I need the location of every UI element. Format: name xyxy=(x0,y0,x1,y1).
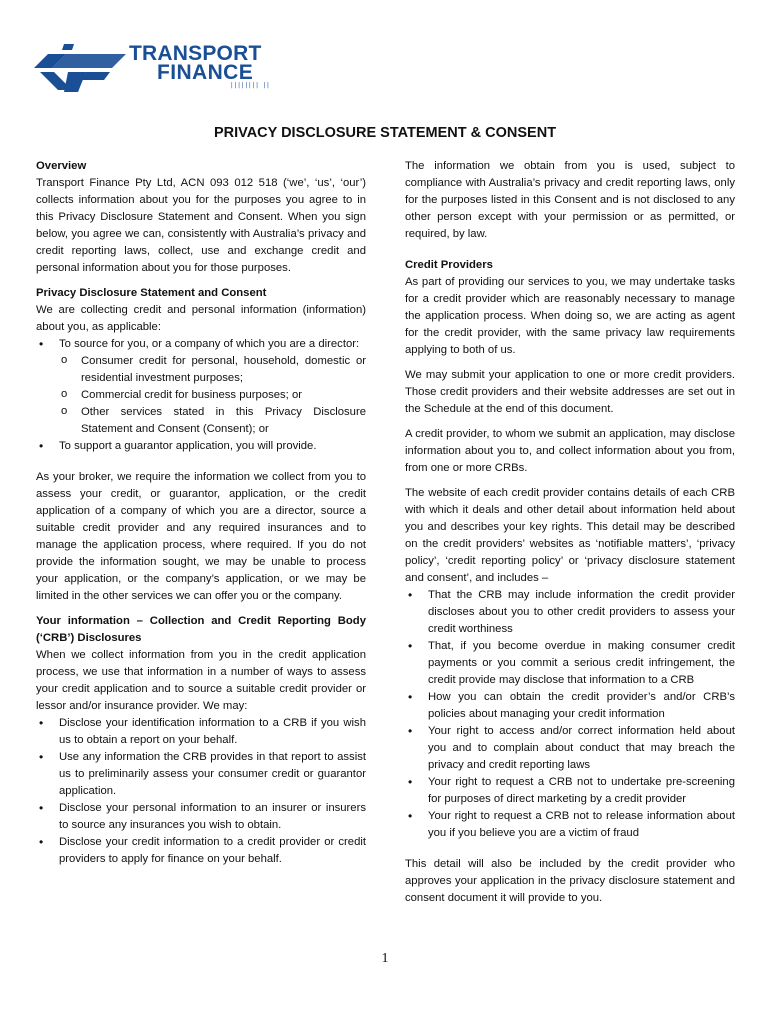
credit-providers-text-2: We may submit your application to one or more credit providers. Those credit providers and their website addresses are set out in the Schedule at the end of this document. xyxy=(405,369,735,415)
list-item: • Disclose your identification information to a CRB if you wish us to obtain a report on your behalf. xyxy=(36,715,366,749)
list-item: • That the CRB may include information the credit provider discloses about you to other credit providers to assess your credit worthiness xyxy=(405,587,735,638)
list-item: • That, if you become overdue in making consumer credit payments or you commit a serious credit infringement, the credit provide may disclose that information to a CRB xyxy=(405,638,735,689)
brand-tagline-bars: |||||||| || xyxy=(230,82,270,89)
sub-list-item: o Other services stated in this Privacy Disclosure Statement and Consent (Consent); or xyxy=(59,404,366,438)
list-item: • Your right to request a CRB not to undertake pre-screening for purposes of direct marketing by a credit provider xyxy=(405,774,735,808)
right-column xyxy=(405,158,735,915)
overview-text: Transport Finance Pty Ltd, ACN 093 012 518 (‘we’, ‘us’, ‘our’) collects information about you for the purposes you agree to in this Privacy Disclosure Statement and Consent. When you sign below, you agree we can, consistently with Australia’s privacy and credit reporting laws, collect, use and exchange credit and personal information about you for those purposes. xyxy=(36,177,366,274)
credit-providers-text-1: As part of providing our services to you, we may undertake tasks for a credit provider which are reasonably necessary to manage the application process. When doing so, we are acting as agent for the credit provider, with the same privacy law requirements applying to both of us. xyxy=(405,276,735,356)
credit-providers-heading: Credit Providers xyxy=(405,259,493,271)
overview-heading: Overview xyxy=(36,160,87,172)
brand-name-line1: TRANSPORT xyxy=(129,42,262,65)
brand-name-line2: FINANCE xyxy=(157,61,254,84)
broker-text: As your broker, we require the information we collect from you to assess your credit, or guarantor, application, or the credit application of a company of which you are a director, source a suitable credit provider and any required insurances and to manage the application process, where required. If you do not provide the information sought, we may be unable to process your application, or the company’s application, or we may be limited in the other services we can offer you or the company. xyxy=(36,471,366,602)
document-title: PRIVACY DISCLOSURE STATEMENT & CONSENT xyxy=(213,125,557,141)
credit-providers-text-3: A credit provider, to whom we submit an application, may disclose information about you to, and collect information about you from, from one or more CRBs. xyxy=(405,428,735,474)
sub-list-item: o Consumer credit for personal, household, domestic or residential investment purposes; xyxy=(59,353,366,387)
right-intro: The information we obtain from you is used, subject to compliance with Australia’s privacy and credit reporting laws, only for the purposes listed in this Consent and is not disclosed to any other person except with your permission or as permitted, or required, by law. xyxy=(405,160,735,240)
pdsc-heading: Privacy Disclosure Statement and Consent xyxy=(36,287,267,299)
transport-finance-logo-mark xyxy=(34,42,126,94)
pdsc-sub-list xyxy=(59,353,366,438)
company-logo xyxy=(34,42,274,102)
rights-list xyxy=(405,587,735,842)
credit-providers-text-4: The website of each credit provider contains details of each CRB with which it deals and other detail about information held about you and describes your key rights. This detail may be described on the credit providers’ websites as ‘notifiable matters’, ‘privacy policy’, ‘credit reporting policy’ or ‘privacy disclosure statement and consent’, and includes – xyxy=(405,487,735,584)
list-item: • Your right to access and/or correct information held about you and to complain about conduct that may breach the privacy and credit reporting laws xyxy=(405,723,735,774)
crb-heading: Your information – Collection and Credit Reporting Body (‘CRB’) Disclosures xyxy=(36,615,366,644)
list-item: • Your right to request a CRB not to release information about you if you believe you are a victim of fraud xyxy=(405,808,735,842)
list-item: • Disclose your credit information to a credit provider or credit providers to apply for finance on your behalf. xyxy=(36,834,366,868)
pdsc-list xyxy=(36,336,366,455)
pdsc-intro: We are collecting credit and personal information (information) about you, as applicable: xyxy=(36,304,366,333)
closing-text: This detail will also be included by the credit provider who approves your application in the privacy disclosure statement and consent document it will provide to you. xyxy=(405,858,735,904)
sub-list-item: o Commercial credit for business purposes; or xyxy=(59,387,366,404)
list-item: • Use any information the CRB provides in that report to assist us to preliminarily assess your consumer credit or guarantor application. xyxy=(36,749,366,800)
left-column xyxy=(36,158,366,876)
page-number: 1 xyxy=(381,951,389,966)
list-item: • Disclose your personal information to an insurer or insurers to source any insurances you wish to obtain. xyxy=(36,800,366,834)
list-item-text: To source for you, or a company of which you are a director: xyxy=(59,338,360,350)
list-item xyxy=(36,336,366,438)
list-item: • To support a guarantor application, you will provide. xyxy=(36,438,366,455)
may-list xyxy=(36,715,366,868)
crb-intro: When we collect information from you in the credit application process, we use that information in a number of ways to assess your credit application and to source a suitable credit provider or lessor and/or insurance provider. We may: xyxy=(36,649,366,712)
list-item: • How you can obtain the credit provider’s and/or CRB’s policies about managing your credit information xyxy=(405,689,735,723)
